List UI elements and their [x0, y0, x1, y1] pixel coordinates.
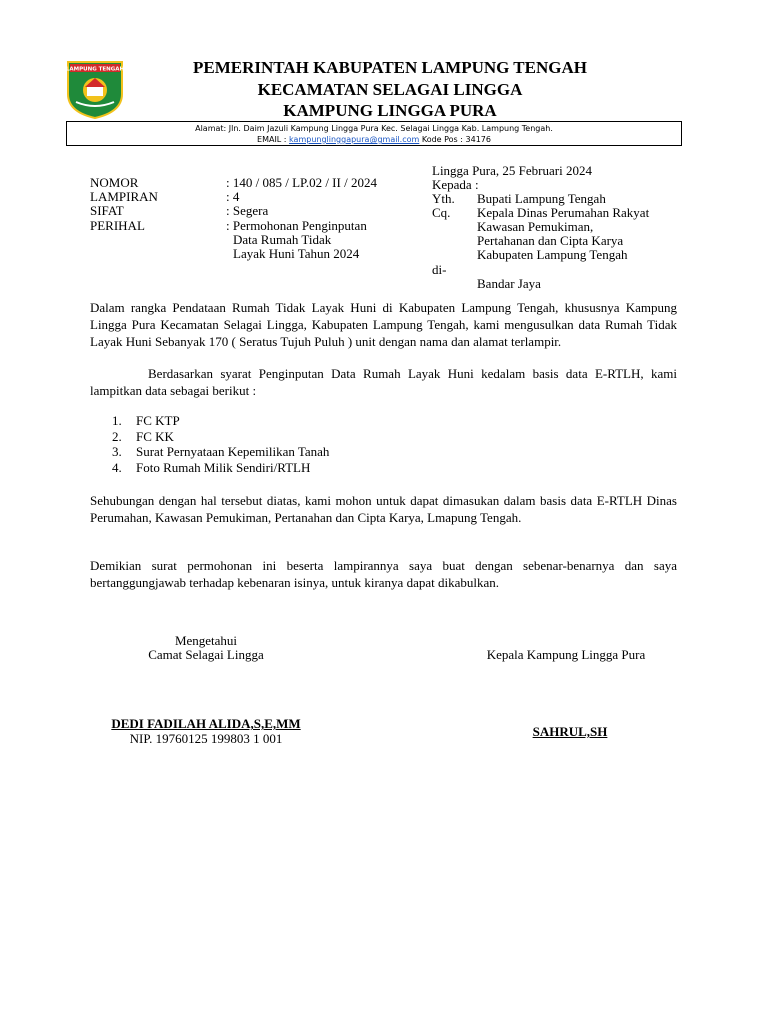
paragraph-2: Berdasarkan syarat Penginputan Data Rumah Layak Huni kedalam basis data E-RTLH, kami lampitkan data sebagai berikut :: [90, 366, 677, 398]
cq-label: Cq.: [432, 205, 451, 220]
lampiran-value: : 4: [226, 189, 240, 204]
paragraph-4: Demikian surat permohonan ini beserta lampirannya saya buat dengan sebenar-benarnya dan saya bertanggungjawab terhadap kebenaran isinya, untuk kiranya dapat dikabulkan.: [90, 558, 677, 590]
address-box: [66, 121, 682, 146]
sign-left-line-2: Camat Selagai Lingga: [148, 647, 264, 662]
perihal-line-2: Data Rumah Tidak: [233, 232, 332, 247]
perihal-line-1: : Permohonan Penginputan: [226, 218, 367, 233]
yth-label: Yth.: [432, 191, 455, 206]
cq-line-3: Pertahanan dan Cipta Karya: [477, 233, 624, 248]
perihal-label: PERIHAL: [90, 218, 145, 233]
cq-line-2: Kawasan Pemukiman,: [477, 219, 594, 234]
sign-left-nip: NIP. 19760125 199803 1 001: [129, 731, 283, 746]
nomor-value: : 140 / 085 / LP.02 / II / 2024: [226, 175, 377, 190]
letter-date: Lingga Pura, 25 Februari 2024: [432, 163, 592, 178]
cq-line-1: Kepala Dinas Perumahan Rakyat: [477, 205, 650, 220]
contact-line: [67, 134, 681, 145]
list-item: 1. FC KTP: [112, 413, 180, 428]
list-item: 2. FC KK: [112, 428, 174, 444]
attachment-list: [112, 413, 329, 475]
recipient-city: Bandar Jaya: [477, 276, 541, 291]
nomor-label: NOMOR: [90, 175, 139, 190]
postal-code: Kode Pos : 34176: [419, 135, 491, 144]
kepada-label: Kepada :: [432, 177, 479, 192]
regency-logo: [62, 58, 128, 120]
header-line-1: PEMERINTAH KABUPATEN LAMPUNG TENGAH: [192, 58, 587, 77]
di-label: di-: [432, 262, 447, 277]
list-item: 4. Foto Rumah Milik Sendiri/RTLH: [112, 459, 311, 475]
sign-left-line-1: Mengetahui: [174, 633, 238, 648]
sign-right-name: SAHRUL,SH: [532, 724, 608, 739]
perihal-line-3: Layak Huni Tahun 2024: [233, 246, 360, 261]
yth-value: Bupati Lampung Tengah: [477, 191, 606, 206]
sifat-label: SIFAT: [90, 203, 124, 218]
header-line-2: KECAMATAN SELAGAI LINGGA: [257, 80, 523, 99]
sifat-value: : Segera: [226, 203, 269, 218]
cq-line-4: Kabupaten Lampung Tengah: [477, 247, 628, 262]
lampiran-label: LAMPIRAN: [90, 189, 158, 204]
sign-right-title: Kepala Kampung Lingga Pura: [486, 647, 646, 662]
list-item: 3. Surat Pernyataan Kepemilikan Tanah: [112, 444, 330, 459]
paragraph-3: Sehubungan dengan hal tersebut diatas, kami mohon untuk dapat dimasukan dalam basis data E-RTLH Dinas Perumahan, Kawasan Pemukiman, Pertanahan dan Cipta Karya, Lmapung Tengah.: [90, 493, 677, 525]
paragraph-1: Dalam rangka Pendataan Rumah Tidak Layak Huni di Kabupaten Lampung Tengah, khususnya Kampung Lingga Pura Kecamatan Selagai Lingga, Kabupaten Lampung Tengah, kami mengusulkan data Rumah Tidak Layak Huni Sebanyak 170 ( Seratus Tujuh Puluh ) unit dengan nama dan alamat terlampir.: [90, 300, 677, 349]
email-label: EMAIL :: [257, 135, 290, 144]
header-line-3: KAMPUNG LINGGA PURA: [283, 101, 497, 120]
address-line: Alamat: Jln. Daim Jazuli Kampung Lingga Pura Kec. Selagai Lingga Kab. Lampung Tengah.: [195, 124, 553, 133]
sign-left-name: DEDI FADILAH ALIDA,S,E,MM: [111, 716, 301, 731]
logo-text: LAMPUNG TENGAH: [65, 66, 125, 73]
email-link[interactable]: kampunglinggapura@gmail.com: [289, 135, 420, 144]
